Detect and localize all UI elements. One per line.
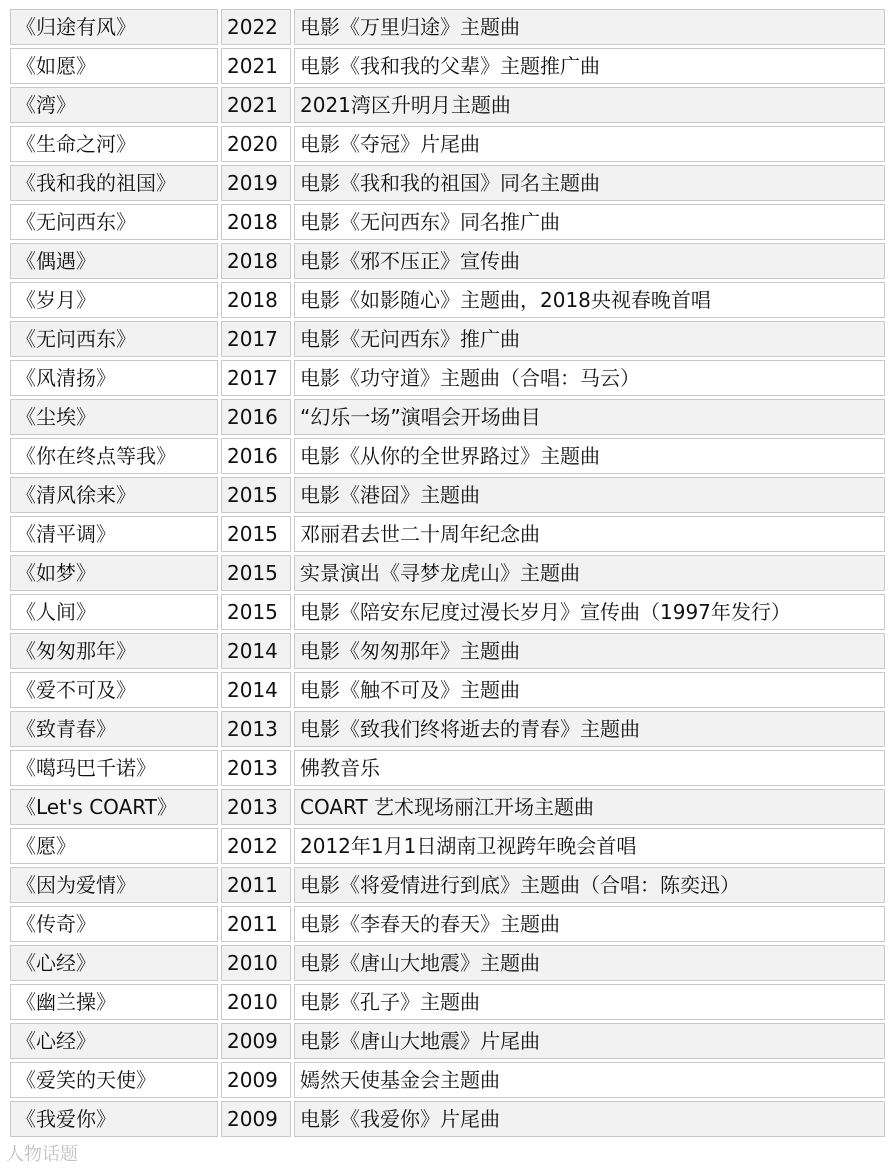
description-cell: 电影《如影随心》主题曲，2018央视春晚首唱 — [294, 282, 885, 318]
song-title-cell: 《匆匆那年》 — [10, 633, 218, 669]
description-cell: 电影《我和我的父辈》主题推广曲 — [294, 48, 885, 84]
song-title-cell: 《致青春》 — [10, 711, 218, 747]
song-table — [7, 6, 888, 1140]
year-cell: 2011 — [221, 906, 291, 942]
table-row — [10, 555, 885, 591]
description-cell: 电影《唐山大地震》片尾曲 — [294, 1023, 885, 1059]
song-title-cell: 《传奇》 — [10, 906, 218, 942]
song-title-cell: 《无问西东》 — [10, 204, 218, 240]
year-cell: 2013 — [221, 789, 291, 825]
song-title-cell: 《Let's COART》 — [10, 789, 218, 825]
year-cell: 2010 — [221, 945, 291, 981]
table-row — [10, 1101, 885, 1137]
table-row — [10, 906, 885, 942]
song-title-cell: 《偶遇》 — [10, 243, 218, 279]
description-cell: 电影《我爱你》片尾曲 — [294, 1101, 885, 1137]
year-cell: 2015 — [221, 477, 291, 513]
description-cell: 电影《夺冠》片尾曲 — [294, 126, 885, 162]
song-title-cell: 《清风徐来》 — [10, 477, 218, 513]
table-row — [10, 672, 885, 708]
song-title-cell: 《我和我的祖国》 — [10, 165, 218, 201]
table-row — [10, 360, 885, 396]
table-row — [10, 945, 885, 981]
year-cell: 2022 — [221, 9, 291, 45]
table-row — [10, 867, 885, 903]
table-row — [10, 87, 885, 123]
year-cell: 2019 — [221, 165, 291, 201]
description-cell: 电影《港囧》主题曲 — [294, 477, 885, 513]
song-title-cell: 《爱笑的天使》 — [10, 1062, 218, 1098]
description-cell: 邓丽君去世二十周年纪念曲 — [294, 516, 885, 552]
description-cell: 实景演出《寻梦龙虎山》主题曲 — [294, 555, 885, 591]
year-cell: 2011 — [221, 867, 291, 903]
description-cell: 电影《将爱情进行到底》主题曲（合唱：陈奕迅） — [294, 867, 885, 903]
table-row — [10, 789, 885, 825]
table-row — [10, 243, 885, 279]
year-cell: 2010 — [221, 984, 291, 1020]
song-title-cell: 《人间》 — [10, 594, 218, 630]
year-cell: 2017 — [221, 321, 291, 357]
year-cell: 2015 — [221, 555, 291, 591]
table-row — [10, 477, 885, 513]
year-cell: 2014 — [221, 633, 291, 669]
year-cell: 2018 — [221, 204, 291, 240]
song-title-cell: 《幽兰操》 — [10, 984, 218, 1020]
table-row — [10, 1023, 885, 1059]
song-title-cell: 《无问西东》 — [10, 321, 218, 357]
song-title-cell: 《生命之河》 — [10, 126, 218, 162]
description-cell: 佛教音乐 — [294, 750, 885, 786]
description-cell: 电影《匆匆那年》主题曲 — [294, 633, 885, 669]
description-cell: 电影《邪不压正》宣传曲 — [294, 243, 885, 279]
year-cell: 2020 — [221, 126, 291, 162]
description-cell: 2012年1月1日湖南卫视跨年晚会首唱 — [294, 828, 885, 864]
description-cell: 电影《致我们终将逝去的青春》主题曲 — [294, 711, 885, 747]
description-cell: 电影《触不可及》主题曲 — [294, 672, 885, 708]
year-cell: 2018 — [221, 243, 291, 279]
song-title-cell: 《心经》 — [10, 945, 218, 981]
song-title-cell: 《如梦》 — [10, 555, 218, 591]
description-cell: 电影《李春天的春天》主题曲 — [294, 906, 885, 942]
song-title-cell: 《噶玛巴千诺》 — [10, 750, 218, 786]
year-cell: 2009 — [221, 1101, 291, 1137]
song-title-cell: 《愿》 — [10, 828, 218, 864]
year-cell: 2013 — [221, 750, 291, 786]
song-title-cell: 《因为爱情》 — [10, 867, 218, 903]
description-cell: COART 艺术现场丽江开场主题曲 — [294, 789, 885, 825]
song-title-cell: 《如愿》 — [10, 48, 218, 84]
year-cell: 2015 — [221, 516, 291, 552]
year-cell: 2018 — [221, 282, 291, 318]
song-title-cell: 《尘埃》 — [10, 399, 218, 435]
watermark: 人物话题 — [6, 1144, 78, 1165]
table-row — [10, 126, 885, 162]
table-row — [10, 1062, 885, 1098]
year-cell: 2021 — [221, 87, 291, 123]
table-row — [10, 750, 885, 786]
table-row — [10, 321, 885, 357]
song-title-cell: 《归途有风》 — [10, 9, 218, 45]
description-cell: “幻乐一场”演唱会开场曲目 — [294, 399, 885, 435]
table-row — [10, 438, 885, 474]
year-cell: 2009 — [221, 1023, 291, 1059]
description-cell: 电影《唐山大地震》主题曲 — [294, 945, 885, 981]
table-row — [10, 984, 885, 1020]
song-title-cell: 《爱不可及》 — [10, 672, 218, 708]
table-row — [10, 633, 885, 669]
year-cell: 2013 — [221, 711, 291, 747]
description-cell: 电影《无问西东》同名推广曲 — [294, 204, 885, 240]
year-cell: 2017 — [221, 360, 291, 396]
description-cell: 嫣然天使基金会主题曲 — [294, 1062, 885, 1098]
year-cell: 2021 — [221, 48, 291, 84]
description-cell: 电影《从你的全世界路过》主题曲 — [294, 438, 885, 474]
year-cell: 2012 — [221, 828, 291, 864]
song-title-cell: 《心经》 — [10, 1023, 218, 1059]
song-title-cell: 《湾》 — [10, 87, 218, 123]
table-row — [10, 204, 885, 240]
year-cell: 2016 — [221, 438, 291, 474]
description-cell: 电影《我和我的祖国》同名主题曲 — [294, 165, 885, 201]
description-cell: 2021湾区升明月主题曲 — [294, 87, 885, 123]
year-cell: 2009 — [221, 1062, 291, 1098]
description-cell: 电影《孔子》主题曲 — [294, 984, 885, 1020]
table-row — [10, 516, 885, 552]
song-title-cell: 《你在终点等我》 — [10, 438, 218, 474]
table-row — [10, 399, 885, 435]
song-title-cell: 《清平调》 — [10, 516, 218, 552]
year-cell: 2014 — [221, 672, 291, 708]
table-row — [10, 594, 885, 630]
table-row — [10, 9, 885, 45]
table-row — [10, 165, 885, 201]
table-row — [10, 282, 885, 318]
description-cell: 电影《无问西东》推广曲 — [294, 321, 885, 357]
year-cell: 2016 — [221, 399, 291, 435]
table-row — [10, 711, 885, 747]
song-title-cell: 《岁月》 — [10, 282, 218, 318]
song-title-cell: 《风清扬》 — [10, 360, 218, 396]
year-cell: 2015 — [221, 594, 291, 630]
description-cell: 电影《万里归途》主题曲 — [294, 9, 885, 45]
description-cell: 电影《陪安东尼度过漫长岁月》宣传曲（1997年发行） — [294, 594, 885, 630]
song-title-cell: 《我爱你》 — [10, 1101, 218, 1137]
description-cell: 电影《功守道》主题曲（合唱：马云） — [294, 360, 885, 396]
table-row — [10, 48, 885, 84]
table-row — [10, 828, 885, 864]
song-table-body — [10, 9, 885, 1137]
